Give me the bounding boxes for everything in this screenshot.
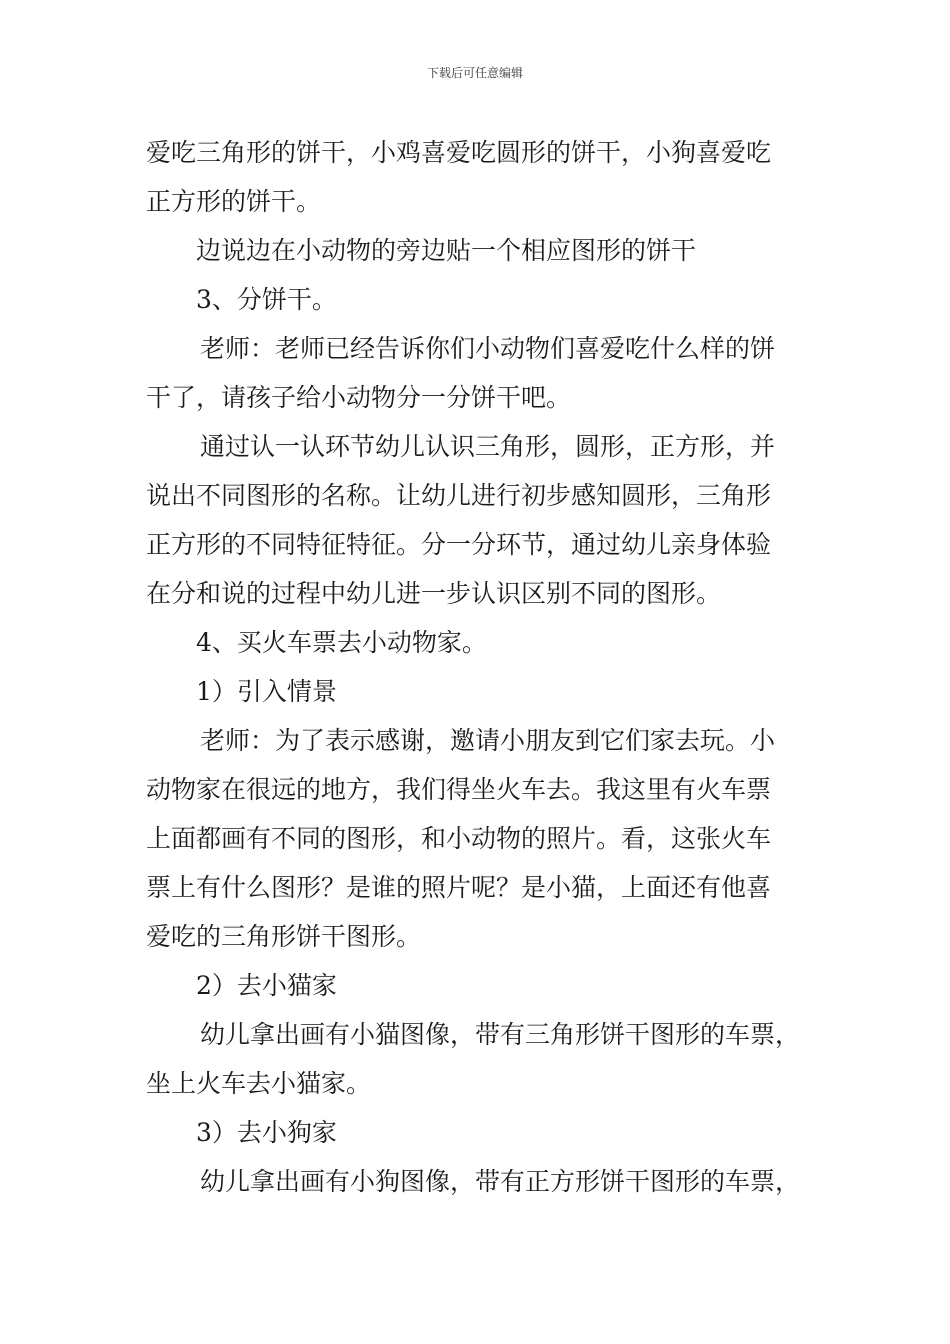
text-line: 老师：老师已经告诉你们小动物们喜爱吃什么样的饼 — [200, 334, 776, 363]
section-heading: 3、分饼干。 — [196, 285, 337, 314]
text-line: 爱吃的三角形饼干图形。 — [146, 922, 422, 951]
document-body — [146, 128, 808, 1206]
text-line: 通过认一认环节幼儿认识三角形，圆形，正方形，并 — [200, 432, 776, 461]
text-line: 正方形的饼干。 — [146, 187, 322, 216]
text-line: 票上有什么图形？是谁的照片呢？是小猫，上面还有他喜 — [146, 873, 772, 902]
subsection-heading: 2）去小猫家 — [196, 971, 337, 1000]
text-line: 在分和说的过程中幼儿进一步认识区别不同的图形。 — [146, 579, 722, 608]
text-line: 幼儿拿出画有小猫图像，带有三角形饼干图形的车票， — [200, 1020, 801, 1049]
section-heading: 4、买火车票去小动物家。 — [196, 628, 487, 657]
text-line: 正方形的不同特征特征。分一分环节，通过幼儿亲身体验 — [146, 530, 772, 559]
text-line: 说出不同图形的名称。让幼儿进行初步感知圆形，三角形 — [146, 481, 772, 510]
text-line: 老师：为了表示感谢，邀请小朋友到它们家去玩。小 — [200, 726, 776, 755]
text-line: 上面都画有不同的图形，和小动物的照片。看，这张火车 — [146, 824, 772, 853]
page-header: 下载后可任意编辑 — [426, 66, 523, 80]
text-line: 幼儿拿出画有小狗图像，带有正方形饼干图形的车票， — [200, 1167, 801, 1196]
text-line: 坐上火车去小猫家。 — [146, 1069, 372, 1098]
subsection-heading: 3）去小狗家 — [196, 1118, 337, 1147]
text-line: 干了，请孩子给小动物分一分饼干吧。 — [146, 383, 572, 412]
text-line: 动物家在很远的地方，我们得坐火车去。我这里有火车票 — [146, 775, 772, 804]
subsection-heading: 1）引入情景 — [196, 677, 337, 706]
text-line: 边说边在小动物的旁边贴一个相应图形的饼干 — [196, 236, 697, 265]
text-line: 爱吃三角形的饼干，小鸡喜爱吃圆形的饼干，小狗喜爱吃 — [146, 138, 772, 167]
